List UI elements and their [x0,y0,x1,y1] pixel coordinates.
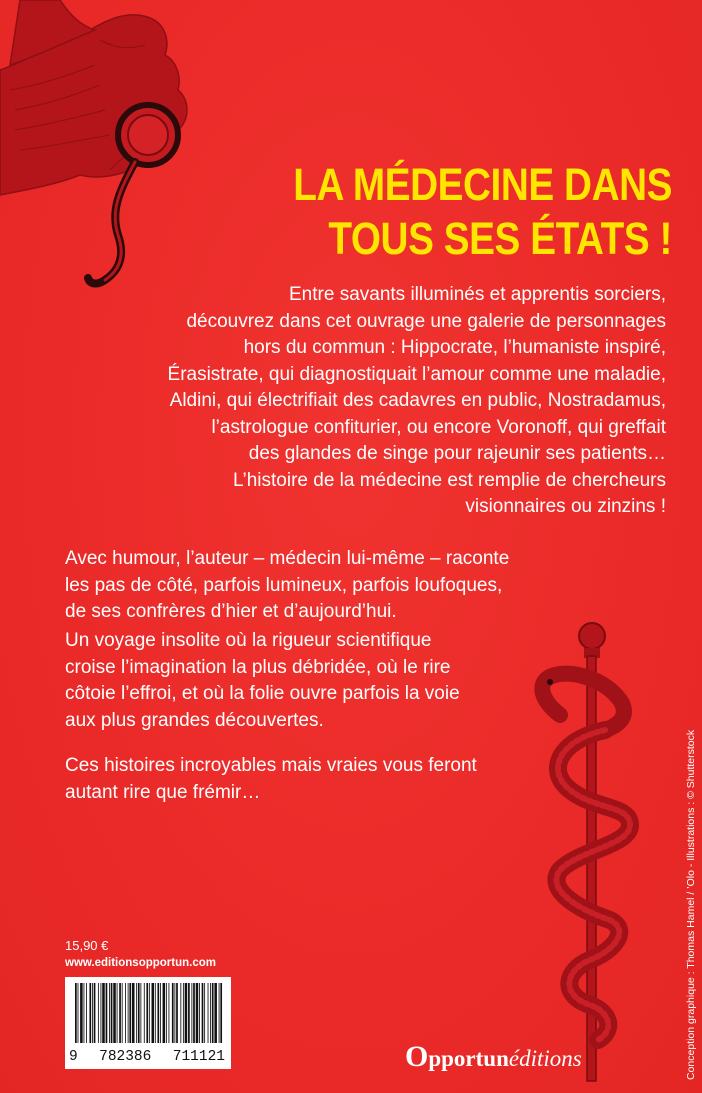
intro-line: des glandes de singe pour rajeunir ses patients… [248,443,666,464]
publisher-name-light: éditions [508,1046,582,1071]
website-url: www.editionsopportun.com [65,957,216,969]
intro-line: L’histoire de la médecine est remplie de chercheurs [232,469,666,491]
paragraph-line: côtoie l’effroi, et où la folie ouvre parfois la voie [65,683,460,704]
design-credits: Conception graphique : Thomas Hamel / ’Olo - Illustrations : © Shutterstock [685,729,697,1080]
title-line-1: LA MÉDECINE DANS [293,159,672,210]
intro-line: visionnaires ou zinzins ! [465,496,666,517]
title-line-2: TOUS SES ÉTATS ! [328,213,672,264]
paragraph-line: Ces histoires incroyables mais vraies vous feront [65,755,477,776]
paragraph-voyage [65,628,545,734]
barcode-group-2: 711121 [172,1049,225,1065]
intro-line: découvrez dans cet ouvrage une galerie de personnages [186,310,666,332]
publisher-logo [405,1040,582,1074]
hand-stethoscope-icon [0,0,210,300]
paragraph-line: de ses confrères d’hier et d’aujourd’hui. [65,601,397,622]
intro-line: Érasistrate, qui diagnostiquait l’amour comme une maladie, [167,363,666,385]
paragraph-line: croise l’imagination la plus débridée, où le rire [65,656,451,678]
paragraph-line: Avec humour, l’auteur – médecin lui-même – raconte [65,548,510,569]
paragraph-line: autant rire que frémir… [65,781,261,803]
paragraph-histoires [65,753,545,806]
intro-line: Entre savants illuminés et apprentis sorciers, [289,284,666,305]
barcode-number [65,1049,231,1065]
isbn-barcode [65,977,231,1069]
barcode-group-1: 782386 [99,1049,152,1065]
paragraph-line: les pas de côté, parfois lumineux, parfois loufoques, [65,574,503,596]
cover-title [190,158,672,266]
intro-line: hors du commun : Hippocrate, l’humaniste inspiré, [243,337,666,358]
paragraph-humour [65,546,545,626]
intro-line: Aldini, qui électrifiait des cadavres en public, Nostradamus, [169,390,666,411]
intro-paragraph [106,282,666,521]
barcode-bars [73,983,223,1043]
price-label: 15,90 € [65,938,109,953]
publisher-name-bold: pportun [428,1046,509,1071]
barcode-digit-first: 9 [69,1049,78,1065]
paragraph-line: Un voyage insolite où la rigueur scientifique [65,630,432,651]
paragraph-line: aux plus grandes découvertes. [65,709,324,731]
publisher-initial: O [405,1040,429,1073]
intro-line: l’astrologue confiturier, ou encore Voronoff, qui greffait [211,416,666,438]
